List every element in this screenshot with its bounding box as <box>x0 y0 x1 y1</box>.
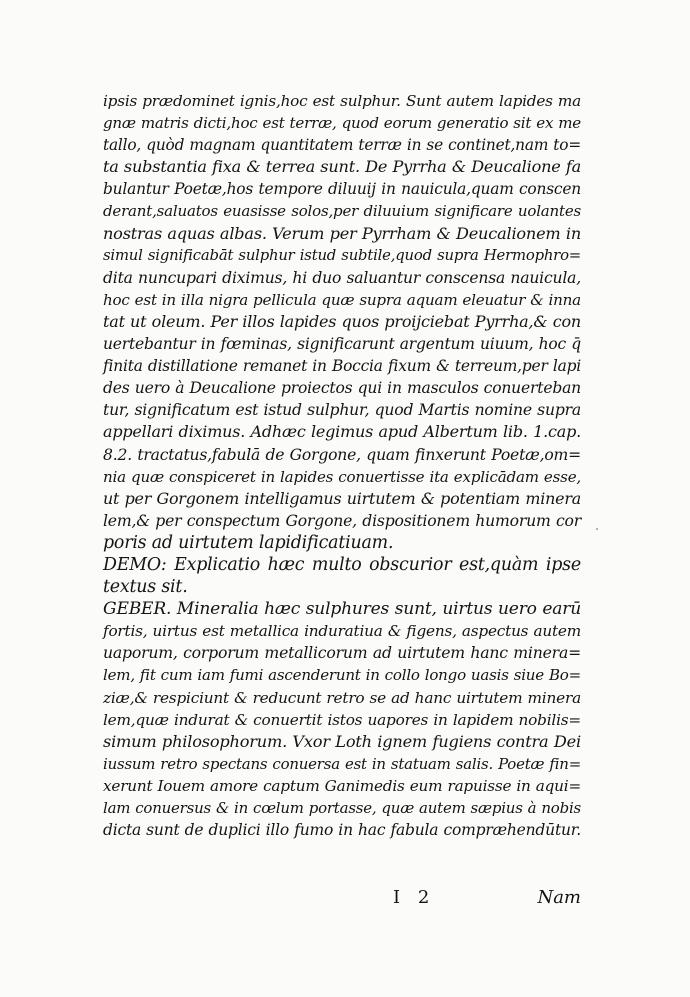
text-line: GEBER. Mineralia hæc sulphures sunt, uirtus uero earū <box>103 599 581 620</box>
paper-speck <box>596 528 598 530</box>
text-line: tallo, quòd magnam quantitatem terræ in se continet,nam to= <box>103 136 581 155</box>
text-line: finita distillatione remanet in Boccia fixum & terreum,per lapi <box>103 357 581 376</box>
text-line: uaporum, corporum metallicorum ad uirtutem hanc minera= <box>103 643 581 663</box>
text-line: simul significabāt sulphur istud subtile,quod supra Hermophro= <box>103 246 581 264</box>
text-line: gnæ matris dicti,hoc est terræ, quod eorum generatio sit ex me <box>103 114 581 133</box>
catchword: Nam <box>537 887 581 908</box>
text-line: derant,saluatos euasisse solos,per diluuium significare uolantes <box>103 202 581 221</box>
text-line: ziæ,& respiciunt & reducunt retro se ad hanc uirtutem minera <box>103 688 581 707</box>
text-line: xerunt Iouem amore captum Ganimedis eum rapuisse in aqui= <box>103 776 581 795</box>
text-line: poris ad uirtutem lapidificatiuam. <box>103 532 394 553</box>
text-line: uertebantur in fœminas, significarunt argentum uiuum, hoc q̄ <box>103 335 581 354</box>
text-line: ta substantia fixa & terrea sunt. De Pyrrha & Deucalione fa <box>103 157 581 177</box>
text-line: appellari diximus. Adhæc legimus apud Albertum lib. 1.cap. <box>103 422 581 442</box>
text-line: fortis, uirtus est metallica induratiua & figens, aspectus autem <box>103 622 581 641</box>
text-line: nostras aquas albas. Verum per Pyrrham & Deucalionem in <box>103 223 581 243</box>
text-line: lam conuersus & in cœlum portasse, quæ autem sæpius à nobis <box>103 799 581 817</box>
text-line: 8.2. tractatus,fabulā de Gorgone, quam finxerunt Poetæ,om= <box>103 445 581 464</box>
text-line: nia quæ conspiceret in lapides conuertisse ita explicādam esse, <box>103 467 581 486</box>
body-text <box>103 90 581 841</box>
text-line: simum philosophorum. Vxor Loth ignem fugiens contra Dei <box>103 731 581 751</box>
text-line: lem,quæ indurat & conuertit istos uapores in lapidem nobilis= <box>103 710 581 729</box>
text-line: ipsis prædominet ignis,hoc est sulphur. Sunt autem lapides ma <box>103 92 581 110</box>
text-line: dita nuncupari diximus, hi duo saluantur conscensa nauicula, <box>103 268 581 287</box>
text-line: DEMO: Explicatio hæc multo obscurior est,quàm ipse <box>103 554 581 575</box>
page-footer <box>103 887 581 911</box>
text-line: hoc est in illa nigra pellicula quæ supra aquam eleuatur & inna <box>103 290 581 309</box>
text-line: lem,& per conspectum Gorgone, dispositionem humorum cor <box>103 510 581 530</box>
text-line: tat ut oleum. Per illos lapides quos proijciebat Pyrrha,& con <box>103 311 581 331</box>
text-line: iussum retro spectans conuersa est in statuam salis. Poetæ fin= <box>103 754 581 773</box>
text-line: textus sit. <box>103 577 188 598</box>
text-line: dicta sunt de duplici illo fumo in hac fabula compræhendūtur. <box>103 821 581 840</box>
text-line: lem, fit cum iam fumi ascenderunt in collo longo uasis siue Bo= <box>103 666 581 685</box>
text-line: tur, significatum est istud sulphur, quod Martis nomine supra <box>103 401 581 420</box>
text-line: des uero à Deucalione proiectos qui in masculos conuerteban <box>103 379 581 398</box>
text-line: bulantur Poetæ,hos tempore diluuij in nauicula,quam conscen <box>103 180 581 199</box>
signature-mark: I 2 <box>393 887 436 908</box>
text-line: ut per Gorgonem intelligamus uirtutem & potentiam minera <box>103 488 581 508</box>
